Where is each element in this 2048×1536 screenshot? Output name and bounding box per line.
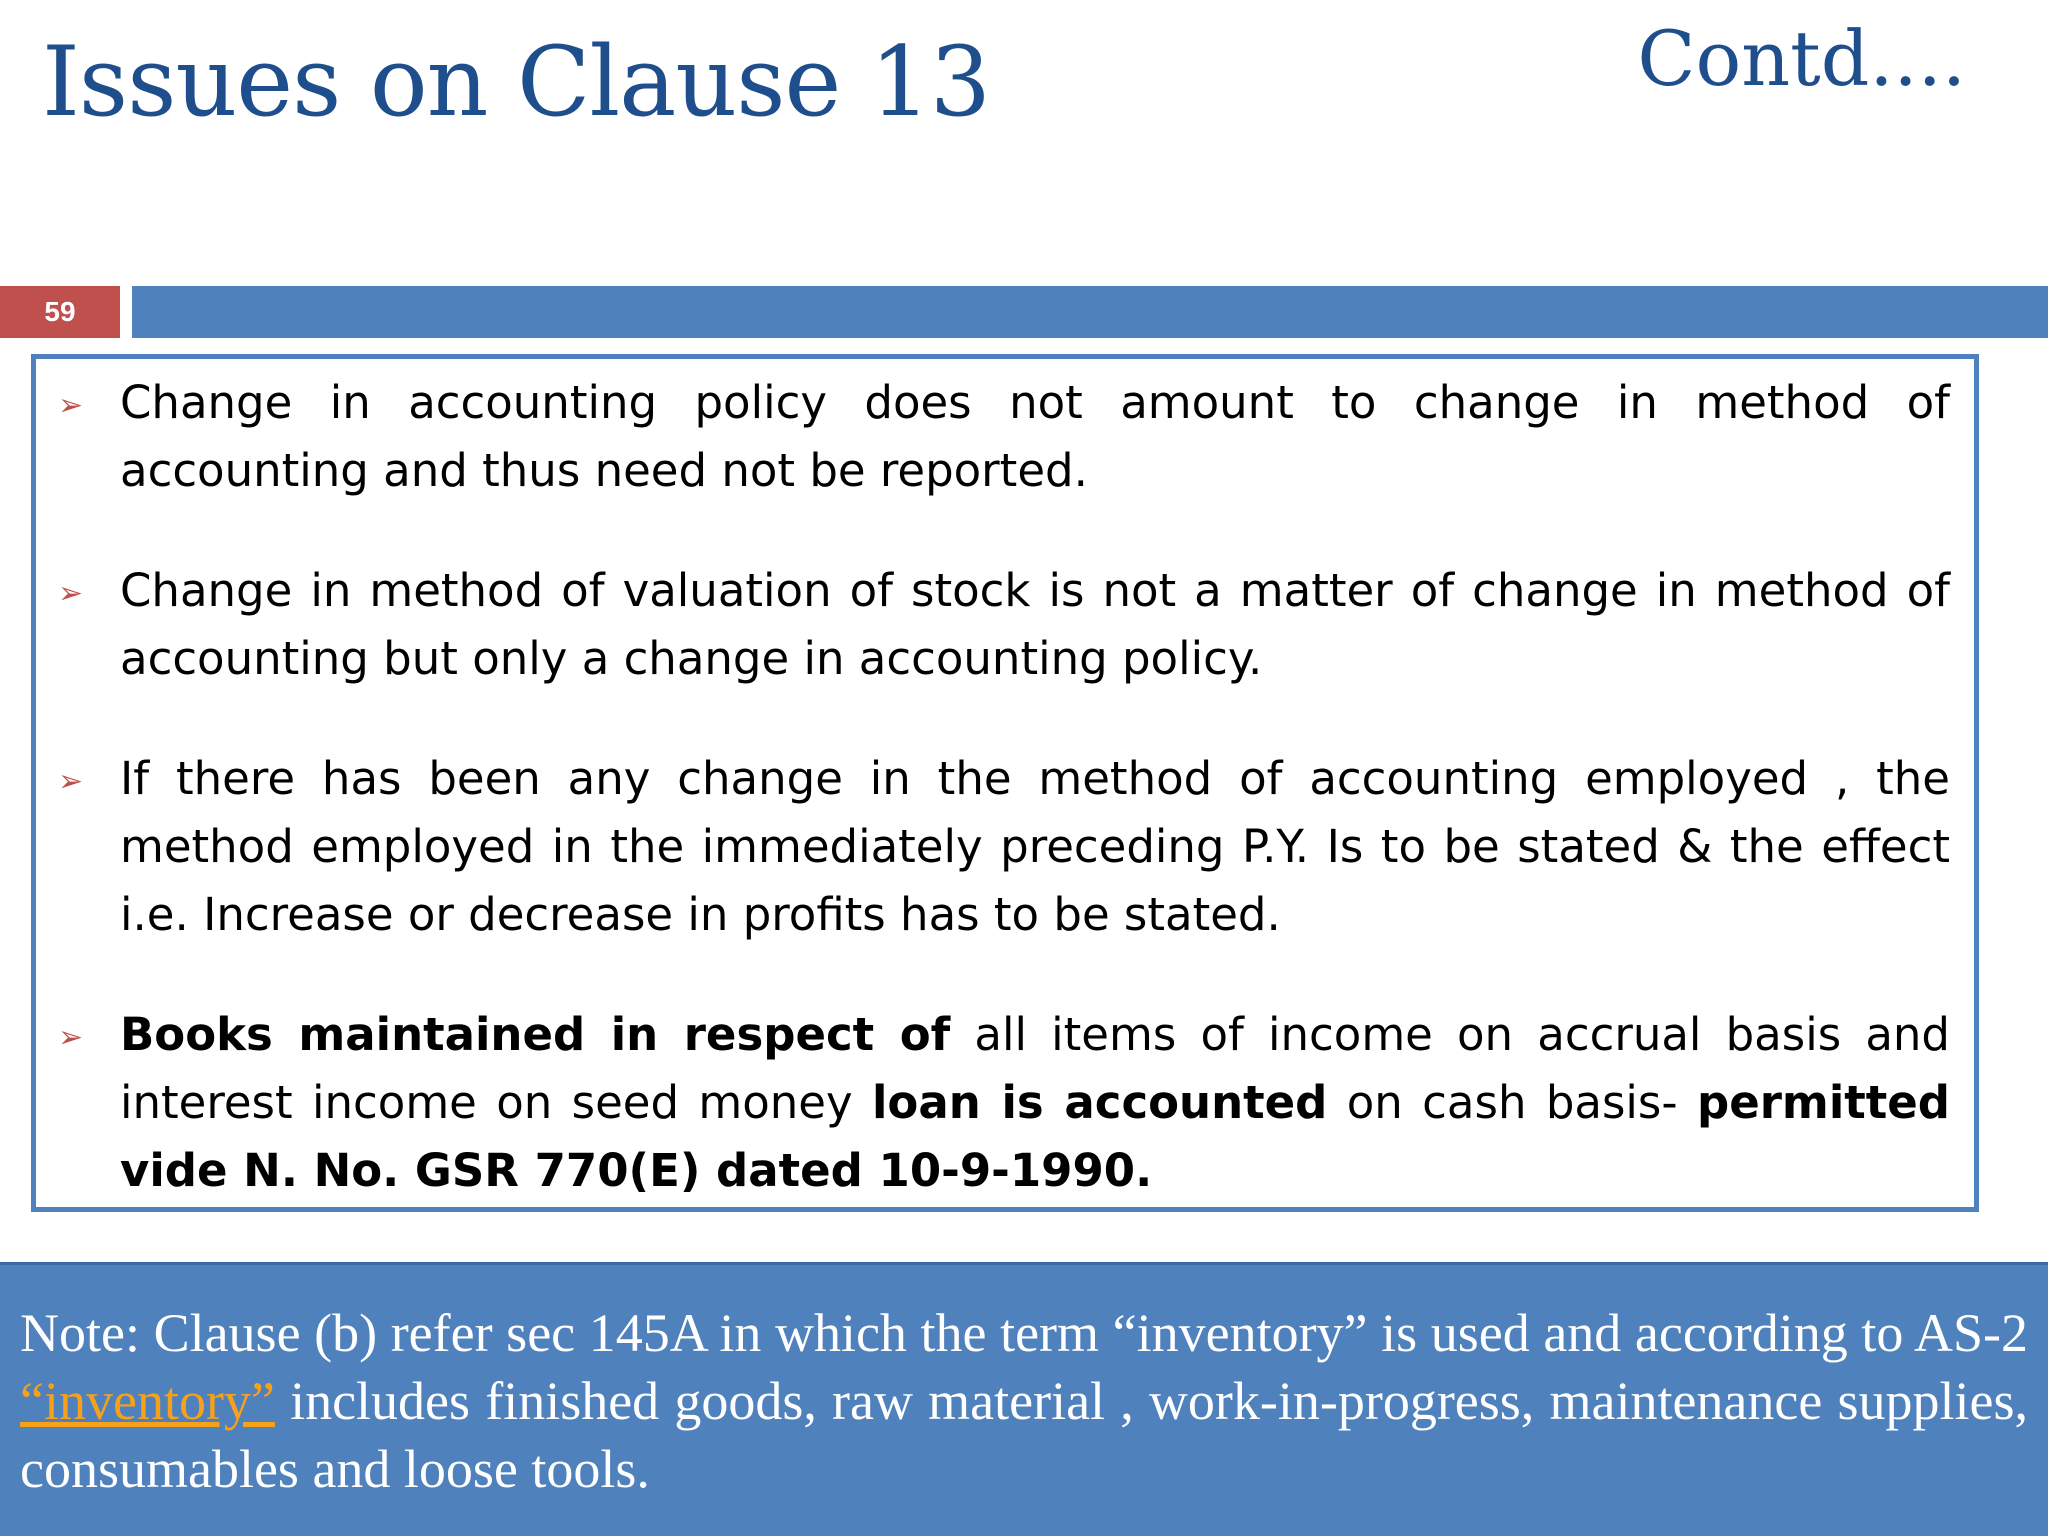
arrow-bullet-icon: ➢	[58, 764, 84, 799]
inventory-link[interactable]: “inventory”	[20, 1371, 275, 1431]
bullet-item	[58, 745, 1950, 949]
bullet-text-bold: permitted vide N. No. GSR 770(E) dated 10-9-1990.	[120, 1076, 1950, 1197]
bullet-item	[58, 369, 1950, 505]
bullet-text-bold: loan is accounted	[871, 1076, 1328, 1129]
note-text-part1: Note: Clause (b) refer sec 145A in which the term “inventory” is used and according to AS-2	[20, 1303, 2028, 1363]
bullet-text: on cash basis-	[1327, 1076, 1697, 1129]
bullet-item	[58, 557, 1950, 693]
note-text	[20, 1299, 2028, 1503]
bullet-item	[58, 1001, 1950, 1205]
note-box	[0, 1262, 2048, 1536]
slide-number-badge: 59	[0, 286, 120, 338]
bullet-text: Change in accounting policy does not amount to change in method of accounting and thus need not be reported.	[120, 376, 1950, 497]
header-divider-bar	[132, 286, 2048, 338]
arrow-bullet-icon: ➢	[58, 1020, 84, 1055]
contd-label: Contd....	[1637, 14, 1966, 103]
slide-title: Issues on Clause 13	[42, 26, 990, 138]
note-text-part2: includes finished goods, raw material , work-in-progress, maintenance supplies, consumables and loose tools.	[20, 1371, 2028, 1499]
arrow-bullet-icon: ➢	[58, 576, 84, 611]
bullet-text: Change in method of valuation of stock is not a matter of change in method of accounting but only a change in accounting policy.	[120, 564, 1950, 685]
bullet-text: all items of income on accrual basis and interest income on seed money	[120, 1008, 1950, 1129]
bullet-text: If there has been any change in the method of accounting employed , the method employed in the immediately preceding P.Y. Is to be stated & the effect i.e. Increase or decrease in profits has to be stated.	[120, 752, 1950, 941]
bullet-content-box	[31, 354, 1979, 1212]
arrow-bullet-icon: ➢	[58, 388, 84, 423]
bullet-text-bold: Books maintained in respect of	[120, 1008, 951, 1061]
